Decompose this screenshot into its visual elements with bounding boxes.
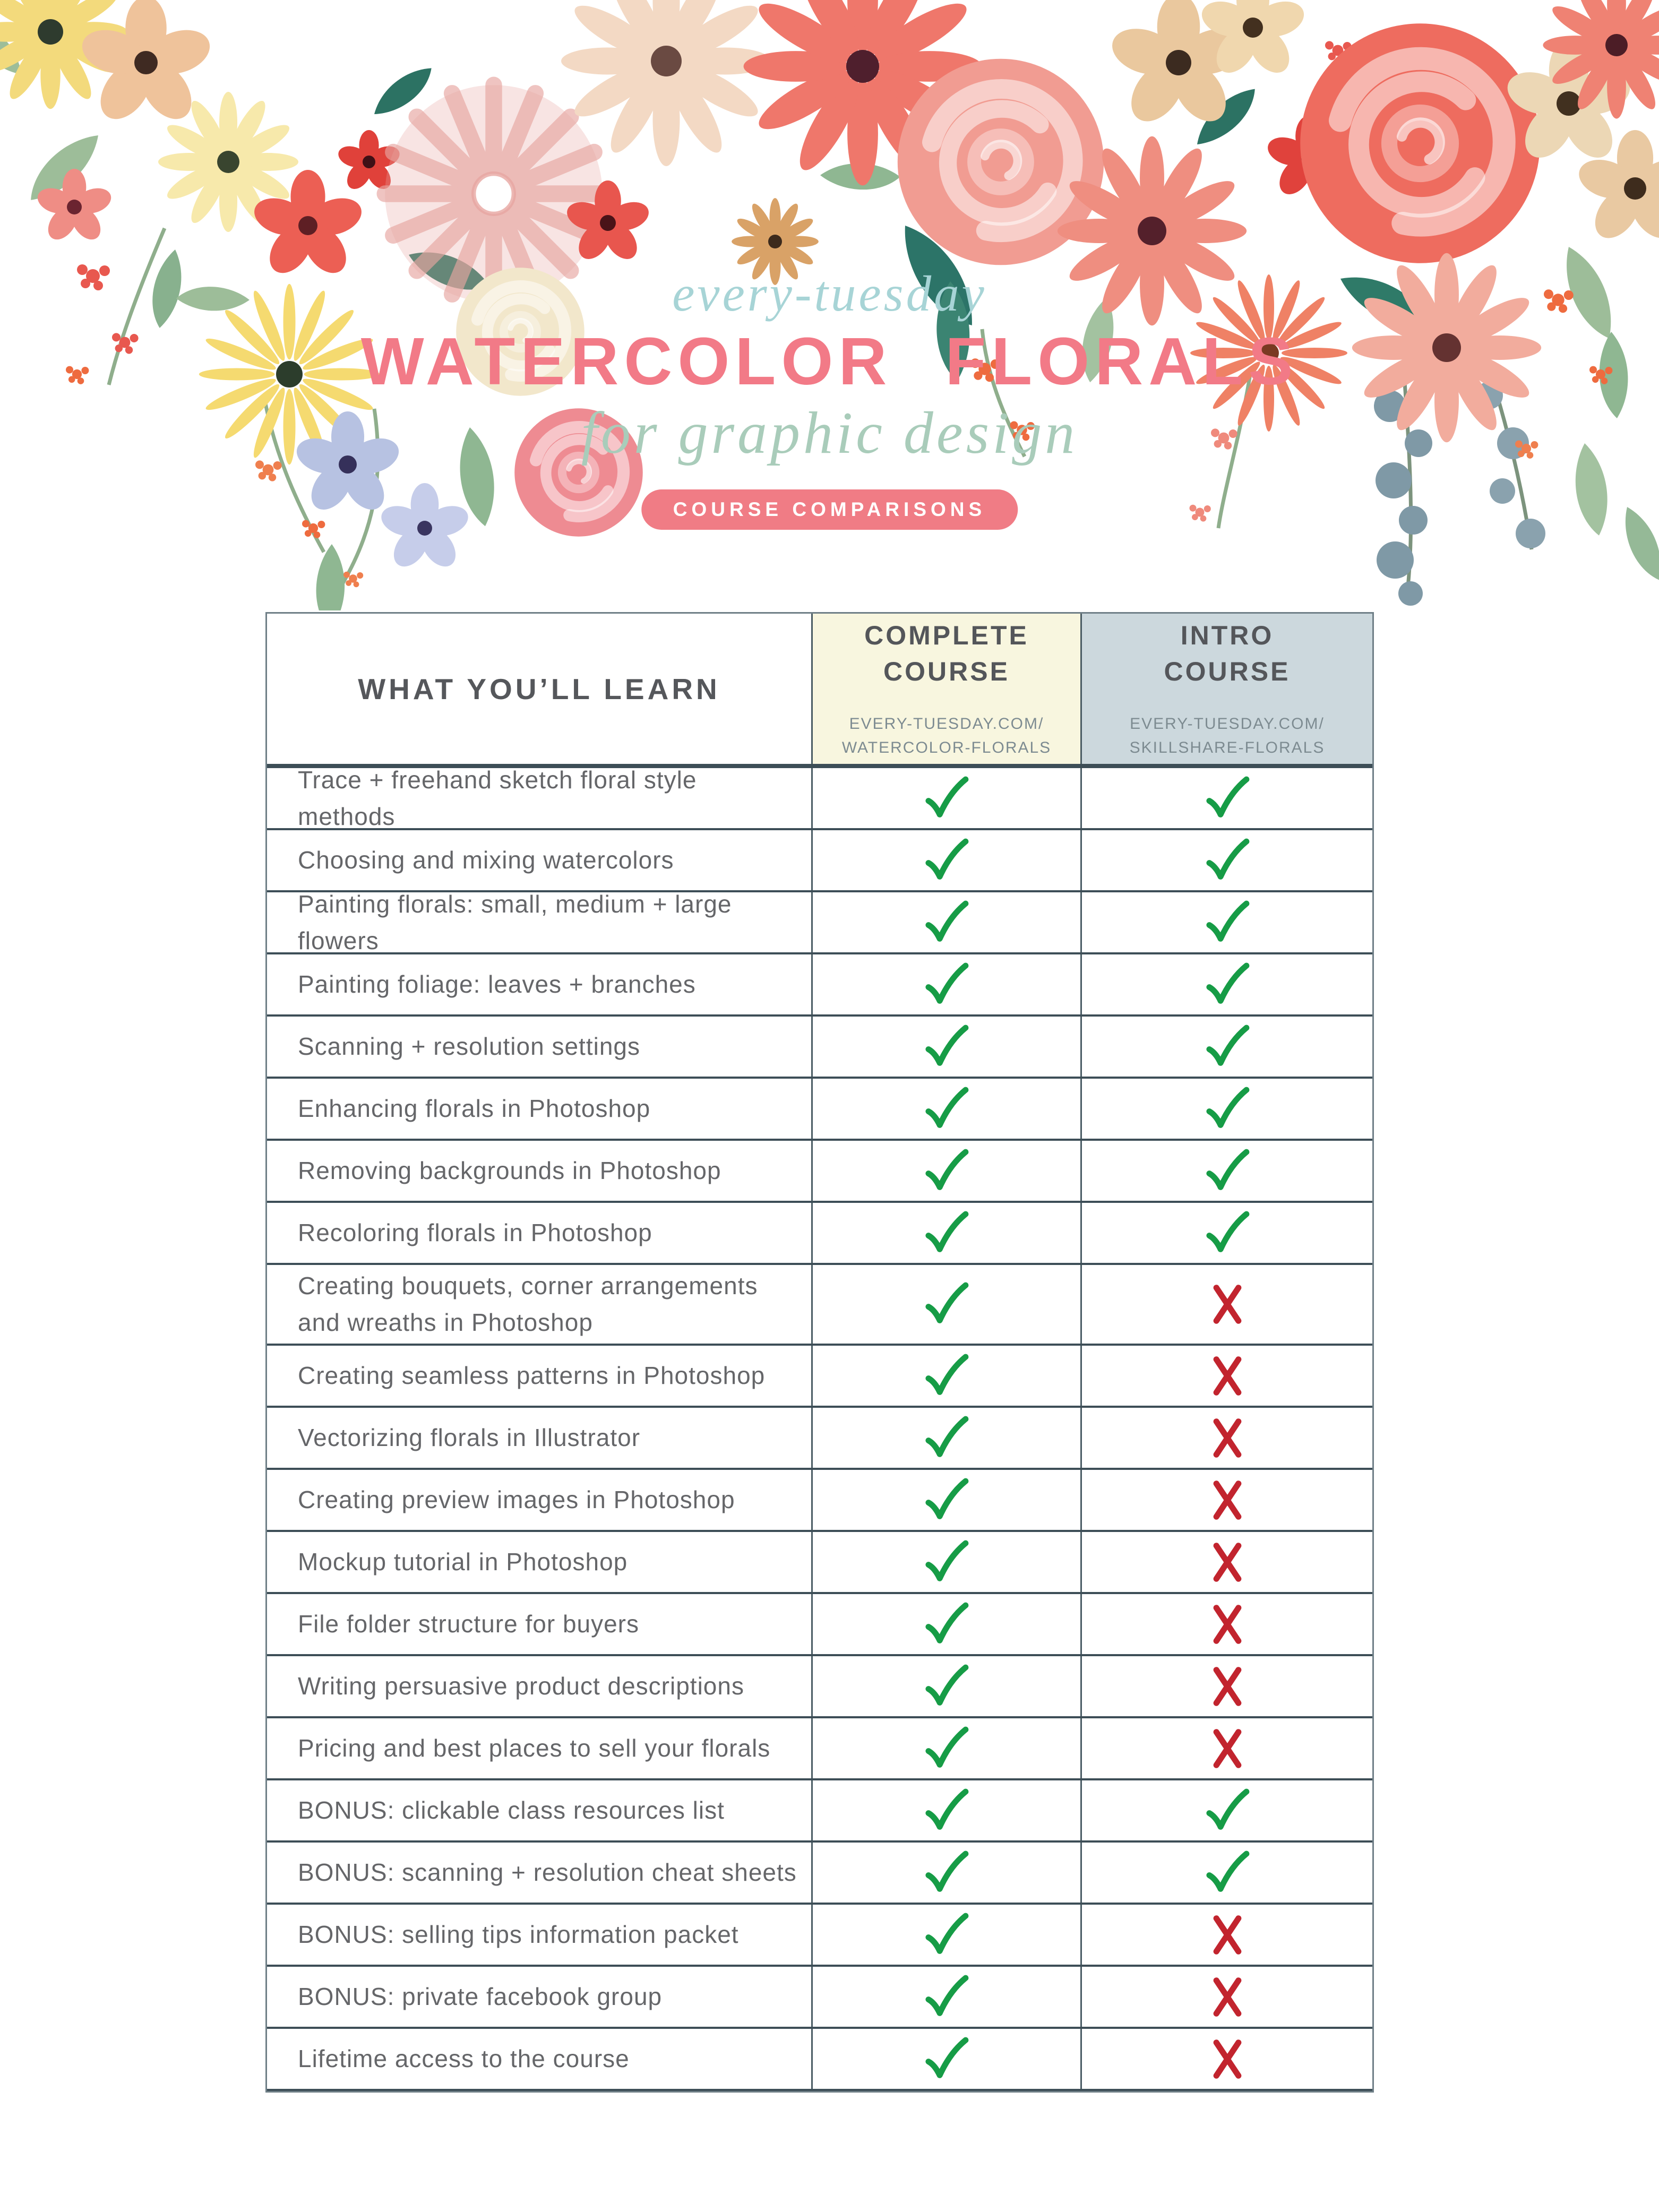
complete-course-cell xyxy=(811,1656,1080,1716)
course-comparisons-badge: COURSE COMPARISONS xyxy=(641,489,1018,530)
intro-course-cell xyxy=(1080,1843,1372,1903)
check-icon xyxy=(921,960,972,1009)
complete-course-cell xyxy=(811,954,1080,1014)
check-icon xyxy=(1202,836,1253,885)
row-label: File folder structure for buyers xyxy=(298,1610,640,1638)
complete-course-cell xyxy=(811,768,1080,828)
complete-course-cell xyxy=(811,1905,1080,1965)
check-icon xyxy=(1202,1786,1253,1835)
intro-course-cell xyxy=(1080,1967,1372,2027)
row-label: Pricing and best places to sell your florals xyxy=(298,1734,771,1762)
check-icon xyxy=(921,2035,972,2084)
row-label: Removing backgrounds in Photoshop xyxy=(298,1157,721,1184)
x-icon xyxy=(1206,1539,1249,1586)
x-icon xyxy=(1206,1912,1249,1958)
complete-course-cell xyxy=(811,1265,1080,1344)
x-icon xyxy=(1206,2036,1249,2082)
intro-course-cell xyxy=(1080,1594,1372,1654)
check-icon xyxy=(921,1085,972,1133)
intro-course-cell xyxy=(1080,1718,1372,1778)
row-label: Writing persuasive product descriptions xyxy=(298,1672,744,1700)
intro-course-url-line2: SKILLSHARE-FLORALS xyxy=(1129,739,1325,756)
intro-course-cell xyxy=(1080,1470,1372,1530)
complete-course-cell xyxy=(811,1594,1080,1654)
check-icon xyxy=(921,1600,972,1649)
row-label: Recoloring florals in Photoshop xyxy=(298,1219,652,1246)
check-icon xyxy=(1202,1147,1253,1195)
complete-course-cell xyxy=(811,1843,1080,1903)
x-icon xyxy=(1206,1601,1249,1648)
check-icon xyxy=(1202,898,1253,947)
complete-course-cell xyxy=(811,1532,1080,1592)
intro-course-cell xyxy=(1080,1532,1372,1592)
table-row xyxy=(267,954,1372,1017)
table-row xyxy=(267,1079,1372,1141)
row-label: BONUS: selling tips information packet xyxy=(298,1921,739,1948)
row-label: Painting foliage: leaves + branches xyxy=(298,970,696,998)
check-icon xyxy=(1202,960,1253,1009)
row-label: Mockup tutorial in Photoshop xyxy=(298,1548,628,1576)
check-icon xyxy=(921,1724,972,1773)
what-youll-learn-label: WHAT YOU’LL LEARN xyxy=(358,672,720,705)
row-label: Creating preview images in Photoshop xyxy=(298,1486,735,1513)
intro-course-url xyxy=(1130,712,1325,760)
table-row xyxy=(267,2029,1372,2091)
table-row xyxy=(267,1408,1372,1470)
table-row xyxy=(267,1780,1372,1843)
intro-course-cell xyxy=(1080,1408,1372,1468)
check-icon xyxy=(921,1280,972,1329)
table-row xyxy=(267,1967,1372,2029)
complete-course-cell xyxy=(811,1718,1080,1778)
complete-course-url-line2: WATERCOLOR-FLORALS xyxy=(841,739,1052,756)
column-header-what-youll-learn xyxy=(267,614,811,764)
complete-course-cell xyxy=(811,1203,1080,1263)
table-row xyxy=(267,1141,1372,1203)
complete-course-cell xyxy=(811,892,1080,952)
check-icon xyxy=(921,1786,972,1835)
column-header-intro-course xyxy=(1080,614,1372,764)
check-icon xyxy=(1202,1848,1253,1897)
check-icon xyxy=(921,1147,972,1195)
page-title: WATERCOLOR FLORALS xyxy=(360,324,1299,399)
x-icon xyxy=(1206,1415,1249,1461)
row-label: BONUS: clickable class resources list xyxy=(298,1796,725,1824)
table-row xyxy=(267,892,1372,954)
intro-course-cell xyxy=(1080,954,1372,1014)
check-icon xyxy=(921,1022,972,1071)
row-label: Creating bouquets, corner arrangements and wreaths in Photoshop xyxy=(298,1272,758,1336)
complete-course-url-line1: EVERY-TUESDAY.COM/ xyxy=(849,715,1044,733)
check-icon xyxy=(1202,1022,1253,1071)
row-label: BONUS: private facebook group xyxy=(298,1983,663,2010)
page-subtitle: for graphic design xyxy=(581,400,1078,466)
table-row xyxy=(267,765,1372,830)
x-icon xyxy=(1206,1281,1249,1328)
intro-course-cell xyxy=(1080,1017,1372,1077)
row-label: Vectorizing florals in Illustrator xyxy=(298,1424,641,1451)
complete-course-cell xyxy=(811,2029,1080,2089)
row-label: Scanning + resolution settings xyxy=(298,1032,641,1060)
intro-course-cell xyxy=(1080,1346,1372,1406)
table-row xyxy=(267,1017,1372,1079)
row-label: Lifetime access to the course xyxy=(298,2045,630,2072)
check-icon xyxy=(921,1209,972,1258)
check-icon xyxy=(921,1476,972,1525)
check-icon xyxy=(921,1910,972,1959)
complete-course-url xyxy=(842,712,1051,760)
check-icon xyxy=(921,1662,972,1711)
check-icon xyxy=(921,774,972,823)
intro-course-cell xyxy=(1080,892,1372,952)
check-icon xyxy=(921,1352,972,1400)
row-label: Creating seamless patterns in Photoshop xyxy=(298,1362,766,1389)
intro-course-cell xyxy=(1080,1265,1372,1344)
table-row xyxy=(267,1346,1372,1408)
row-label: Painting florals: small, medium + large flowers xyxy=(298,890,732,954)
intro-course-cell xyxy=(1080,1203,1372,1263)
table-row xyxy=(267,1532,1372,1594)
complete-course-cell xyxy=(811,1780,1080,1840)
intro-course-url-line1: EVERY-TUESDAY.COM/ xyxy=(1130,715,1325,733)
complete-course-cell xyxy=(811,1017,1080,1077)
complete-course-cell xyxy=(811,1470,1080,1530)
check-icon xyxy=(921,1973,972,2021)
x-icon xyxy=(1206,1725,1249,1772)
table-row xyxy=(267,1718,1372,1780)
table-body xyxy=(267,765,1372,2091)
table-row xyxy=(267,1656,1372,1718)
complete-course-cell xyxy=(811,830,1080,890)
intro-course-cell xyxy=(1080,768,1372,828)
check-icon xyxy=(921,836,972,885)
intro-course-cell xyxy=(1080,1656,1372,1716)
brand-name: every-tuesday xyxy=(672,265,987,322)
row-label: BONUS: scanning + resolution cheat sheets xyxy=(298,1858,797,1886)
complete-course-cell xyxy=(811,1408,1080,1468)
x-icon xyxy=(1206,1974,1249,2020)
table-row xyxy=(267,830,1372,892)
table-row xyxy=(267,1470,1372,1532)
complete-course-cell xyxy=(811,1141,1080,1201)
intro-course-cell xyxy=(1080,1079,1372,1139)
check-icon xyxy=(1202,774,1253,823)
complete-course-cell xyxy=(811,1079,1080,1139)
row-label: Choosing and mixing watercolors xyxy=(298,846,674,874)
table-row xyxy=(267,1843,1372,1905)
intro-course-cell xyxy=(1080,1905,1372,1965)
table-row xyxy=(267,1265,1372,1346)
row-label: Enhancing florals in Photoshop xyxy=(298,1095,651,1122)
check-icon xyxy=(921,1848,972,1897)
check-icon xyxy=(1202,1209,1253,1258)
intro-course-cell xyxy=(1080,1141,1372,1201)
comparison-table xyxy=(265,612,1374,2093)
complete-course-cell xyxy=(811,1346,1080,1406)
intro-course-cell xyxy=(1080,830,1372,890)
table-header-row xyxy=(267,614,1372,768)
row-label: Trace + freehand sketch floral style methods xyxy=(298,765,697,830)
check-icon xyxy=(1202,1085,1253,1133)
table-row xyxy=(267,1594,1372,1656)
intro-course-cell xyxy=(1080,2029,1372,2089)
x-icon xyxy=(1206,1663,1249,1710)
intro-course-title: INTRO COURSE xyxy=(1164,621,1291,686)
complete-course-title: COMPLETE COURSE xyxy=(864,621,1029,686)
x-icon xyxy=(1206,1477,1249,1524)
check-icon xyxy=(921,1538,972,1587)
table-row xyxy=(267,1203,1372,1265)
table-row xyxy=(267,1905,1372,1967)
column-header-complete-course xyxy=(811,614,1080,764)
check-icon xyxy=(921,898,972,947)
x-icon xyxy=(1206,1353,1249,1399)
intro-course-cell xyxy=(1080,1780,1372,1840)
complete-course-cell xyxy=(811,1967,1080,2027)
check-icon xyxy=(921,1414,972,1462)
